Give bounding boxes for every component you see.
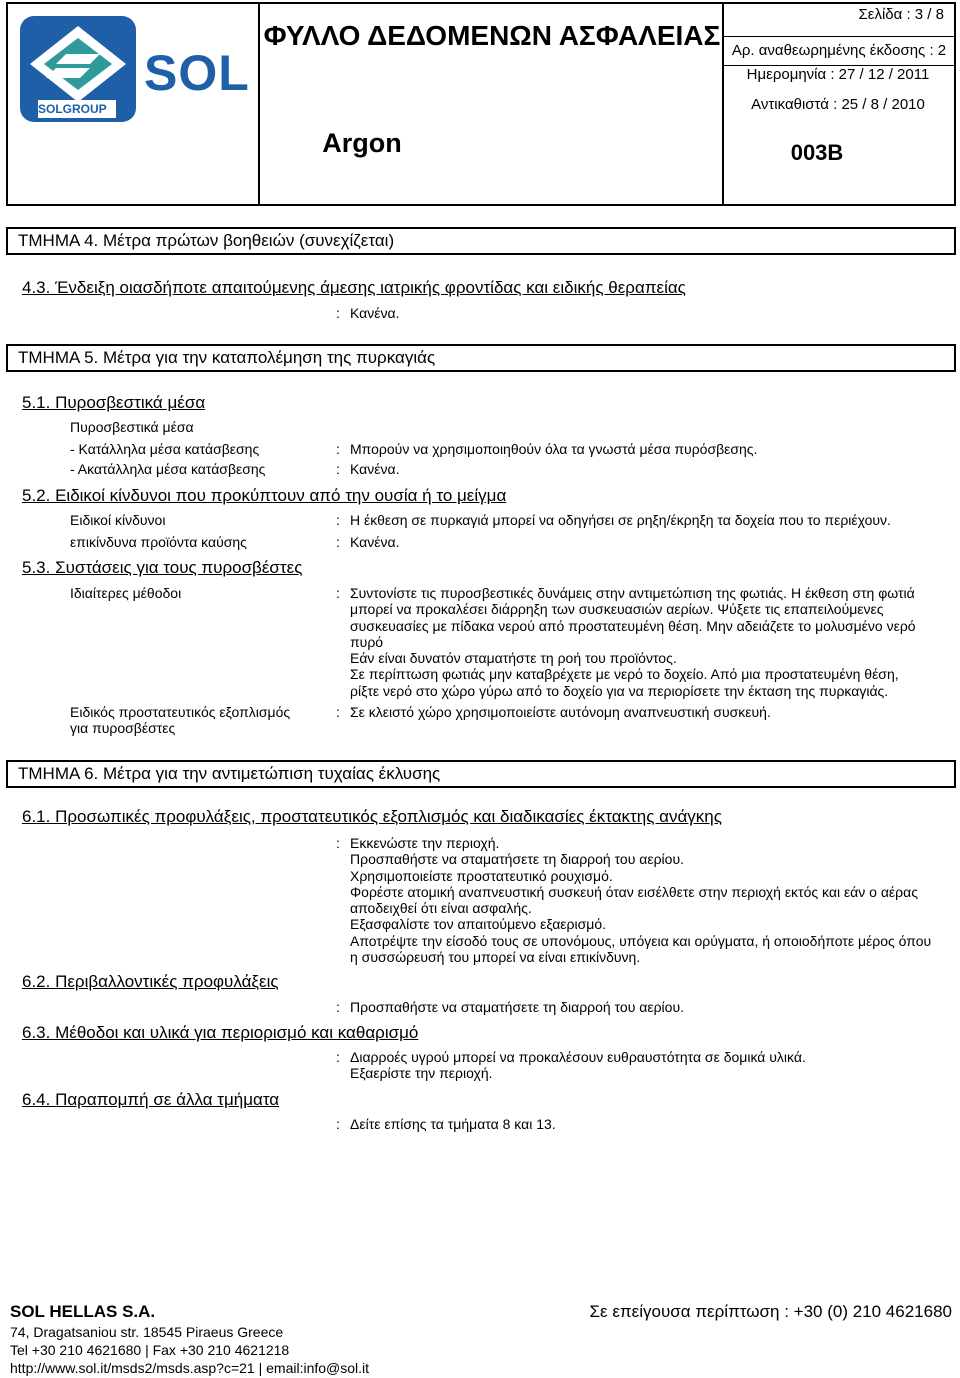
section-4-bar: ΤΜΗΜΑ 4. Μέτρα πρώτων βοηθειών (συνεχίζεται): [6, 227, 956, 255]
footer-company: SOL HELLAS S.A.: [10, 1302, 156, 1321]
suitable-media-value: Μπορούν να χρησιμοποιηθούν όλα τα γνωστά μέσα πυρόσβεσης.: [350, 441, 758, 457]
page-number: Σελίδα : 3 / 8: [858, 6, 944, 23]
colon: :: [336, 461, 340, 477]
footer-address: 74, Dragatsaniou str. 18545 Piraeus Greece: [10, 1324, 284, 1340]
text-line: Εξασφαλίστε τον απαιτούμενο εξαερισμό.: [350, 916, 606, 933]
protective-equipment-label-2: για πυροσβέστες: [70, 720, 176, 736]
section-4-3-value: Κανένα.: [350, 305, 400, 321]
text-line: Χρησιμοποιείστε προστατευτικό ρουχισμό.: [350, 867, 613, 884]
special-hazards-value: Η έκθεση σε πυρκαγιά μπορεί να οδηγήσει σε ρηξη/έκρηξη τα δοχεία που το περιέχουν.: [350, 512, 891, 528]
text-line: Σε περίπτωση φωτιάς μην καταβρέχετε με νερό το δοχείο. Από μια προστατευμένη θέση,: [350, 666, 899, 683]
product-name: Argon: [322, 128, 402, 158]
product-code: 003B: [790, 140, 844, 165]
section-6-1-heading: 6.1. Προσωπικές προφυλάξεις, προστατευτικός εξοπλισμός και διαδικασίες έκτακτης ανάγκης: [22, 807, 722, 826]
text-line: Αποτρέψτε την είσοδό τους σε υπονόμους, υπόγεια και ορύγματα, ή οποιοδήποτε μέρος όπου: [350, 932, 932, 949]
colon: :: [336, 585, 340, 601]
text-line: Προσπαθήστε να σταματήσετε τη διαρροή του αερίου.: [350, 851, 684, 868]
document-title: ΦΥΛΛΟ ΔΕΔΟΜΕΝΩΝ ΑΣΦΑΛΕΙΑΣ: [263, 20, 721, 51]
section-6-2-value: Προσπαθήστε να σταματήσετε τη διαρροή του αερίου.: [350, 999, 684, 1015]
combustion-products-label: επικίνδυνα προϊόντα καύσης: [70, 534, 247, 550]
text-line: η συσσώρευσή του μπορεί να είναι επικίνδυνη.: [350, 949, 641, 966]
text-line: Εξαερίστε την περιοχή.: [350, 1065, 493, 1082]
footer-phone-fax: Tel +30 210 4621680 | Fax +30 210 4621218: [10, 1342, 290, 1358]
supersedes-date: Αντικαθιστά : 25 / 8 / 2010: [751, 96, 925, 113]
text-line: αποδειχθεί ότι είναι ασφαλής.: [350, 900, 532, 917]
section-6-3-heading: 6.3. Μέθοδοι και υλικά για περιορισμό και καθαρισμό: [22, 1023, 419, 1042]
colon: :: [336, 534, 340, 550]
special-hazards-label: Ειδικοί κίνδυνοι: [70, 512, 166, 528]
colon: :: [336, 1049, 340, 1065]
section-5-2-heading: 5.2. Ειδικοί κίνδυνοι που προκύπτουν από την ουσία ή το μείγμα: [22, 486, 507, 505]
colon: :: [336, 1116, 340, 1132]
section-5-1-heading: 5.1. Πυροσβεστικά μέσα: [22, 393, 206, 412]
colon: :: [336, 512, 340, 528]
section-5-3-heading: 5.3. Συστάσεις για τους πυροσβέστες: [22, 558, 303, 577]
text-line: πυρό: [350, 633, 384, 650]
issue-date: Ημερομηνία : 27 / 12 / 2011: [746, 66, 930, 83]
extinguishing-media-label: Πυροσβεστικά μέσα: [70, 419, 194, 435]
special-methods-value: [350, 585, 950, 699]
revision-number: Αρ. αναθεωρημένης έκδοσης : 2: [731, 42, 947, 59]
section-5-bar: ΤΜΗΜΑ 5. Μέτρα για την καταπολέμηση της πυρκαγιάς: [6, 344, 956, 372]
colon: :: [336, 835, 340, 851]
section-6-3-value: [350, 1049, 950, 1082]
text-line: μπορεί να προκαλέσει διάρρηξη των συσκευασιών αερίων. Ψύξετε τις επαπειλούμενες: [350, 601, 884, 618]
section-6-bar: ΤΜΗΜΑ 6. Μέτρα για την αντιμετώπιση τυχαίας έκλυσης: [6, 760, 956, 788]
colon: :: [336, 441, 340, 457]
text-line: Εάν είναι δυνατόν σταματήστε τη ροή του προϊόντος.: [350, 650, 677, 667]
text-line: Διαρροές υγρού μπορεί να προκαλέσουν ευθραυστότητα σε δομικά υλικά.: [350, 1049, 806, 1065]
colon: :: [336, 305, 340, 321]
text-line: Συντονίστε τις πυροσβεστικές δυνάμεις στην αντιμετώπιση της φωτιάς. Η έκθεση στη φωτιά: [350, 585, 915, 601]
colon: :: [336, 704, 340, 720]
unsuitable-media-value: Κανένα.: [350, 461, 400, 477]
text-line: συσκευασίες με πίδακα νερού από προστατευμένη θέση. Μην αδειάζετε το μολυσμένο νερό: [350, 617, 916, 634]
footer-web-email[interactable]: http://www.sol.it/msds2/msds.asp?c=21 | email:info@sol.it: [10, 1360, 370, 1376]
logo-subtext: SOLGROUP: [38, 102, 107, 116]
footer-emergency-phone: Σε επείγουσα περίπτωση : +30 (0) 210 4621680: [589, 1302, 952, 1321]
text-line: Φορέστε ατομική αναπνευστική συσκευή όταν εισέλθετε στην περιοχή εκτός και εάν ο αέρας: [350, 883, 918, 900]
special-methods-label: Ιδιαίτερες μέθοδοι: [70, 585, 182, 601]
protective-equipment-value: Σε κλειστό χώρο χρησιμοποιείστε αυτόνομη αναπνευστική συσκευή.: [350, 704, 771, 720]
combustion-products-value: Κανένα.: [350, 534, 400, 550]
section-4-3-heading: 4.3. Ένδειξη οιασδήποτε απαιτούμενης άμεσης ιατρικής φροντίδας και ειδικής θεραπείας: [22, 278, 686, 297]
section-6-4-heading: 6.4. Παραπομπή σε άλλα τμήματα: [22, 1090, 280, 1109]
colon: :: [336, 999, 340, 1015]
unsuitable-media-label: - Ακατάλληλα μέσα κατάσβεσης: [70, 461, 266, 477]
section-6-2-heading: 6.2. Περιβαλλοντικές προφυλάξεις: [22, 972, 279, 991]
logo-cell: [6, 2, 260, 206]
text-line: ρίξτε νερό στο χώρο γύρω από το δοχείο για να περιορίσετε την έκταση της πυρκαγιάς.: [350, 682, 889, 699]
section-6-4-value: Δείτε επίσης τα τμήματα 8 και 13.: [350, 1116, 556, 1132]
section-6-1-value: [350, 835, 950, 965]
logo-text: SOL: [144, 45, 250, 101]
suitable-media-label: - Κατάλληλα μέσα κατάσβεσης: [70, 441, 260, 457]
protective-equipment-label-1: Ειδικός προστατευτικός εξοπλισμός: [70, 704, 291, 720]
text-line: Εκκενώστε την περιοχή.: [350, 835, 500, 851]
revision-box: [722, 36, 956, 66]
